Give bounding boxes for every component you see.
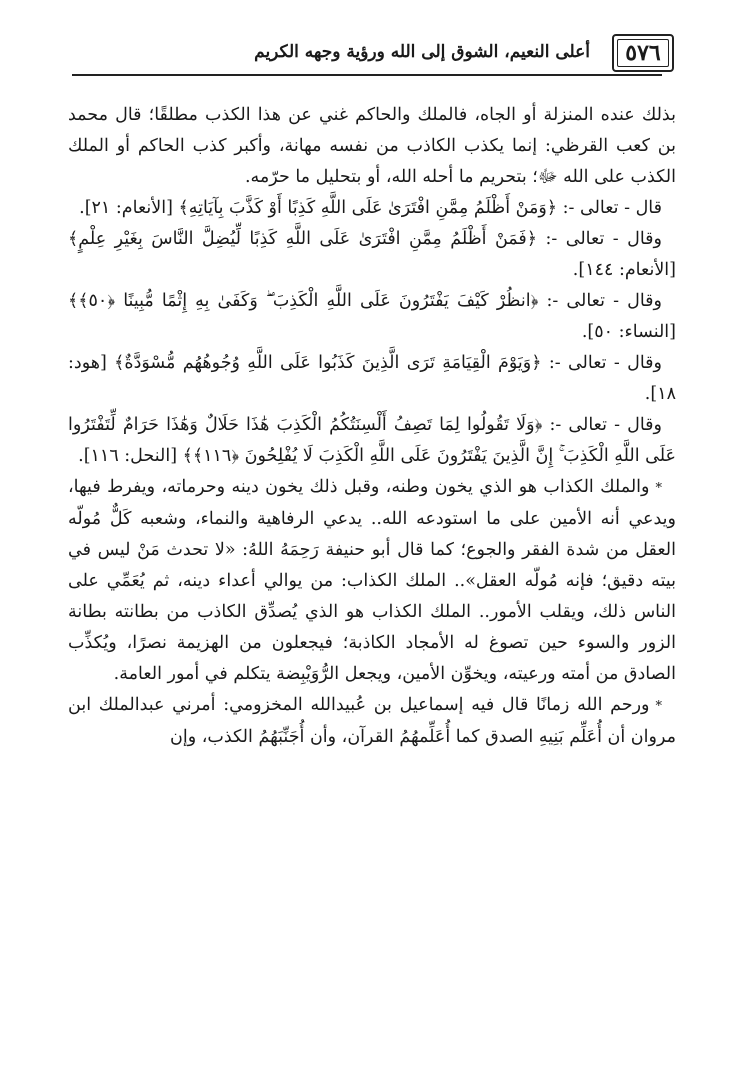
paragraph-8 — [68, 690, 676, 753]
quran-verse: ﴿فَمَنْ أَظْلَمُ مِمَّنِ افْتَرَىٰ عَلَى اللَّهِ كَذِبًا لِّيُضِلَّ النَّاسَ بِغَيْرِ عِلْمٍ﴾ — [68, 229, 538, 249]
verse-reference: [النحل: ١١٦]. — [78, 446, 178, 466]
verse-intro: وقال - تعالى -: — [549, 415, 662, 435]
prose-text: والملك الكذاب هو الذي يخون وطنه، وقبل ذلك يخون دينه وحرماته، ويفرط فيها، ويدعي أنه الأمين على ما استودعه الله.. يدعي الرفاهية والنماء، وشعبه كَلٌّ مُولّه العقل من شدة الفقر والجوع؛ كما قال أبو حنيفة رَحِمَهُ اللهُ: «لا تحدث مَنْ ليس في بيته دقيق؛ فإنه مُولّه العقل».. الملك الكذاب: من يوالي أعداء دينه، ثم يُعَمِّي على الناس ذلك، ويقلب الأمور.. الملك الكذاب هو الذي يُصدِّق الكاذب من بطانته بطانة الزور والسوء حين تصوغ له الأمجاد الكاذبة؛ فيجعلون من الهزيمة نصرًا، ويُكذِّب الصادق من أمته ورعيته، ويخوِّن الأمين، ويجعل الرُّوَيْبِضة يتكلم في أمور العامة. — [68, 477, 676, 684]
verse-reference: [هود: ١٨]. — [68, 353, 676, 404]
verse-intro: وقال - تعالى -: — [546, 291, 662, 311]
body-text — [68, 100, 676, 1020]
quran-verse: ﴿وَمَنْ أَظْلَمُ مِمَّنِ افْتَرَىٰ عَلَى اللَّهِ كَذِبًا أَوْ كَذَّبَ بِآيَاتِهِ﴾ — [178, 198, 558, 218]
page-number-box — [612, 34, 674, 72]
page-number: ٥٧٦ — [625, 40, 661, 66]
paragraph-5 — [68, 348, 676, 410]
verse-reference: [الأنعام: ١٤٤]. — [572, 260, 676, 280]
quran-verse: ﴿وَلَا تَقُولُوا لِمَا تَصِفُ أَلْسِنَتُكُمُ الْكَذِبَ هَٰذَا حَلَالٌ وَهَٰذَا حَرَامٌ لِّتَفْتَرُوا عَلَى اللَّهِ الْكَذِبَ ۚ إِنَّ الَّذِينَ يَفْتَرُونَ عَلَى اللَّهِ الْكَذِبَ لَا يُفْلِحُونَ ﴿١١٦﴾﴾ — [68, 415, 676, 466]
verse-intro: وقال - تعالى -: — [548, 353, 662, 373]
paragraph-3 — [68, 224, 676, 286]
paragraph-6 — [68, 410, 676, 472]
page-header — [72, 34, 662, 76]
paragraph-2 — [68, 193, 676, 224]
paragraph-4 — [68, 286, 676, 348]
verse-intro: قال - تعالى -: — [562, 198, 662, 218]
paragraph-1 — [68, 100, 676, 193]
verse-reference: [النساء: ٥٠]. — [581, 322, 676, 342]
paragraph-marker: * — [655, 481, 662, 496]
verse-reference: [الأنعام: ٢١]. — [79, 198, 173, 218]
quran-verse: ﴿انظُرْ كَيْفَ يَفْتَرُونَ عَلَى اللَّهِ الْكَذِبَ ۖ وَكَفَىٰ بِهِ إِثْمًا مُّبِينًا ﴿٥٠﴾﴾ — [68, 291, 539, 311]
verse-intro: وقال - تعالى -: — [545, 229, 662, 249]
paragraph-7 — [68, 472, 676, 690]
running-title: أعلى النعيم، الشوق إلى الله ورؤية وجهه الكريم — [254, 42, 590, 62]
prose-text: ورحم الله زمانًا قال فيه إسماعيل بن عُبيدالله المخزومي: أمرني عبدالملك ابن مروان أن أُعَلِّم بَنِيهِ الصدق كما أُعَلِّمهُمُ القرآن، وأن أُجَنِّبَهُمُ الكذب، وإن — [68, 695, 676, 747]
paragraph-marker: * — [655, 699, 662, 714]
prose-text: بذلك عنده المنزلة أو الجاه، فالملك والحاكم غني عن هذا الكذب مطلقًا؛ قال محمد بن كعب القرظي: إنما يكذب الكاذب من نفسه مهانة، وأكبر كذب الحاكم أو الملك الكذب على الله ﷻ؛ بتحريم ما أحله الله، أو بتحليل ما حرّمه. — [68, 105, 676, 187]
quran-verse: ﴿وَيَوْمَ الْقِيَامَةِ تَرَى الَّذِينَ كَذَبُوا عَلَى اللَّهِ وُجُوهُهُم مُّسْوَدَّةٌ﴾ — [114, 353, 542, 373]
